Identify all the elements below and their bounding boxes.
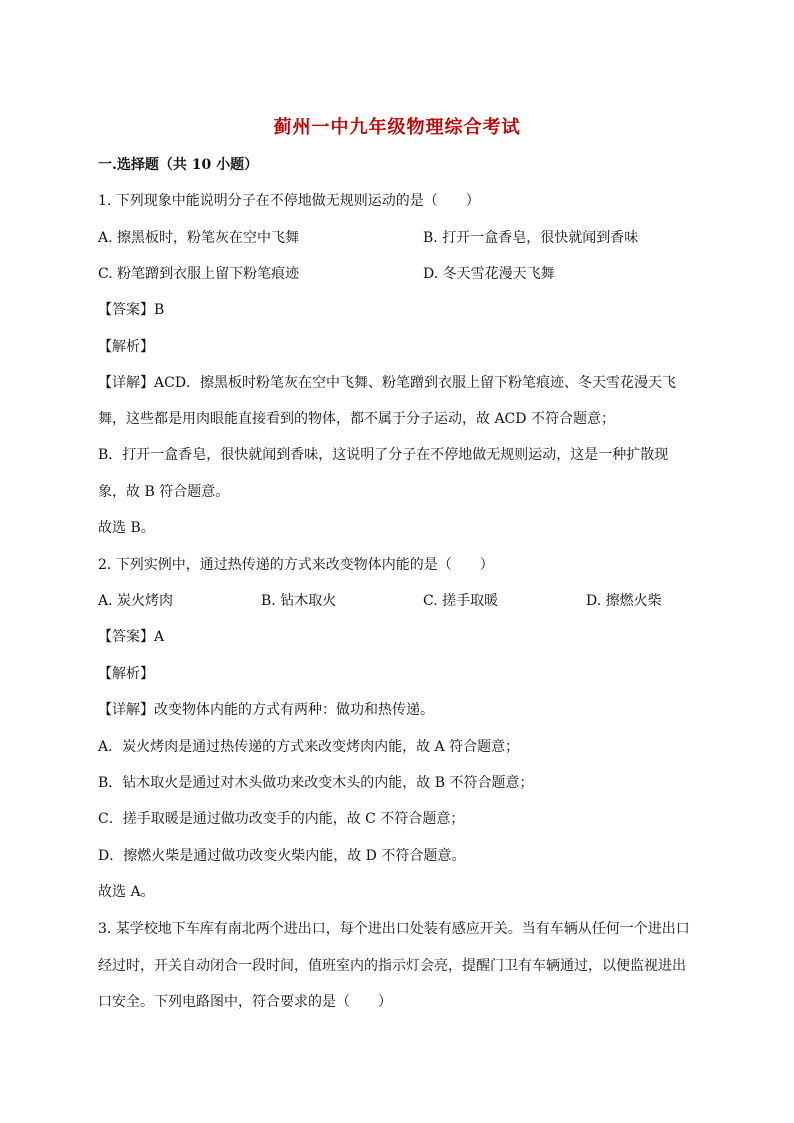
q1-detail-line: 【详解】ACD．擦黑板时粉笔灰在空中飞舞、粉笔蹭到衣服上留下粉笔痕迹、冬天雪花漫天飞 <box>98 375 677 391</box>
q2-detail-line: C．搓手取暖是通过做功改变手的内能，故 C 不符合题意； <box>98 811 465 827</box>
q1-detail-line: B．打开一盒香皂，很快就闻到香味，这说明了分子在不停地做无规则运动，这是一种扩散现 <box>98 447 669 463</box>
q3-stem-line: 经过时，开关自动闭合一段时间，值班室内的指示灯会亮，提醒门卫有车辆通过，以便监视进出 <box>98 958 686 974</box>
q1-stem: 1. 下列现象中能说明分子在不停地做无规则运动的是（ ） <box>98 193 480 209</box>
q1-option-d: D. 冬天雪花漫天飞舞 <box>423 266 555 282</box>
page-title: 蓟州一中九年级物理综合考试 <box>273 117 521 138</box>
q2-answer: 【答案】A <box>98 629 165 645</box>
q2-detail-line: 【详解】改变物体内能的方式有两种：做功和热传递。 <box>98 702 434 718</box>
q2-choice: 故选 A。 <box>98 884 155 900</box>
q2-option-a: A. 炭火烤肉 <box>98 593 174 609</box>
q1-option-c: C. 粉笔蹭到衣服上留下粉笔痕迹 <box>98 266 300 282</box>
q2-detail-line: B．钻木取火是通过对木头做功来改变木头的内能，故 B 不符合题意； <box>98 775 534 791</box>
q2-stem: 2. 下列实例中，通过热传递的方式来改变物体内能的是（ ） <box>98 557 494 573</box>
q1-option-a: A. 擦黑板时，粉笔灰在空中飞舞 <box>98 230 300 246</box>
q2-option-c: C. 搓手取暖 <box>423 593 499 609</box>
q2-analysis: 【解析】 <box>98 666 154 682</box>
q1-detail-line: 象，故 B 符合题意。 <box>98 484 230 500</box>
q1-detail-line: 舞，这些都是用肉眼能直接看到的物体，都不属于分子运动，故 ACD 不符合题意； <box>98 411 615 427</box>
q2-detail-line: A．炭火烤肉是通过热传递的方式来改变烤肉内能，故 A 符合题意； <box>98 739 520 755</box>
q1-option-b: B. 打开一盒香皂，很快就闻到香味 <box>423 230 639 246</box>
q2-option-d: D. 擦燃火柴 <box>586 593 662 609</box>
q1-choice: 故选 B。 <box>98 520 155 536</box>
q2-option-b: B. 钻木取火 <box>261 593 337 609</box>
q1-analysis: 【解析】 <box>98 339 154 355</box>
section-heading: 一.选择题（共 10 小题） <box>98 157 259 173</box>
q1-answer: 【答案】B <box>98 302 165 318</box>
q2-detail-line: D．擦燃火柴是通过做功改变火柴内能，故 D 不符合题意。 <box>98 848 466 864</box>
q3-stem-line: 3. 某学校地下车库有南北两个进出口，每个进出口处装有感应开关。当有车辆从任何一个进出口 <box>98 921 690 937</box>
q3-stem-line: 口安全。下列电路图中，符合要求的是（ ） <box>98 994 392 1010</box>
